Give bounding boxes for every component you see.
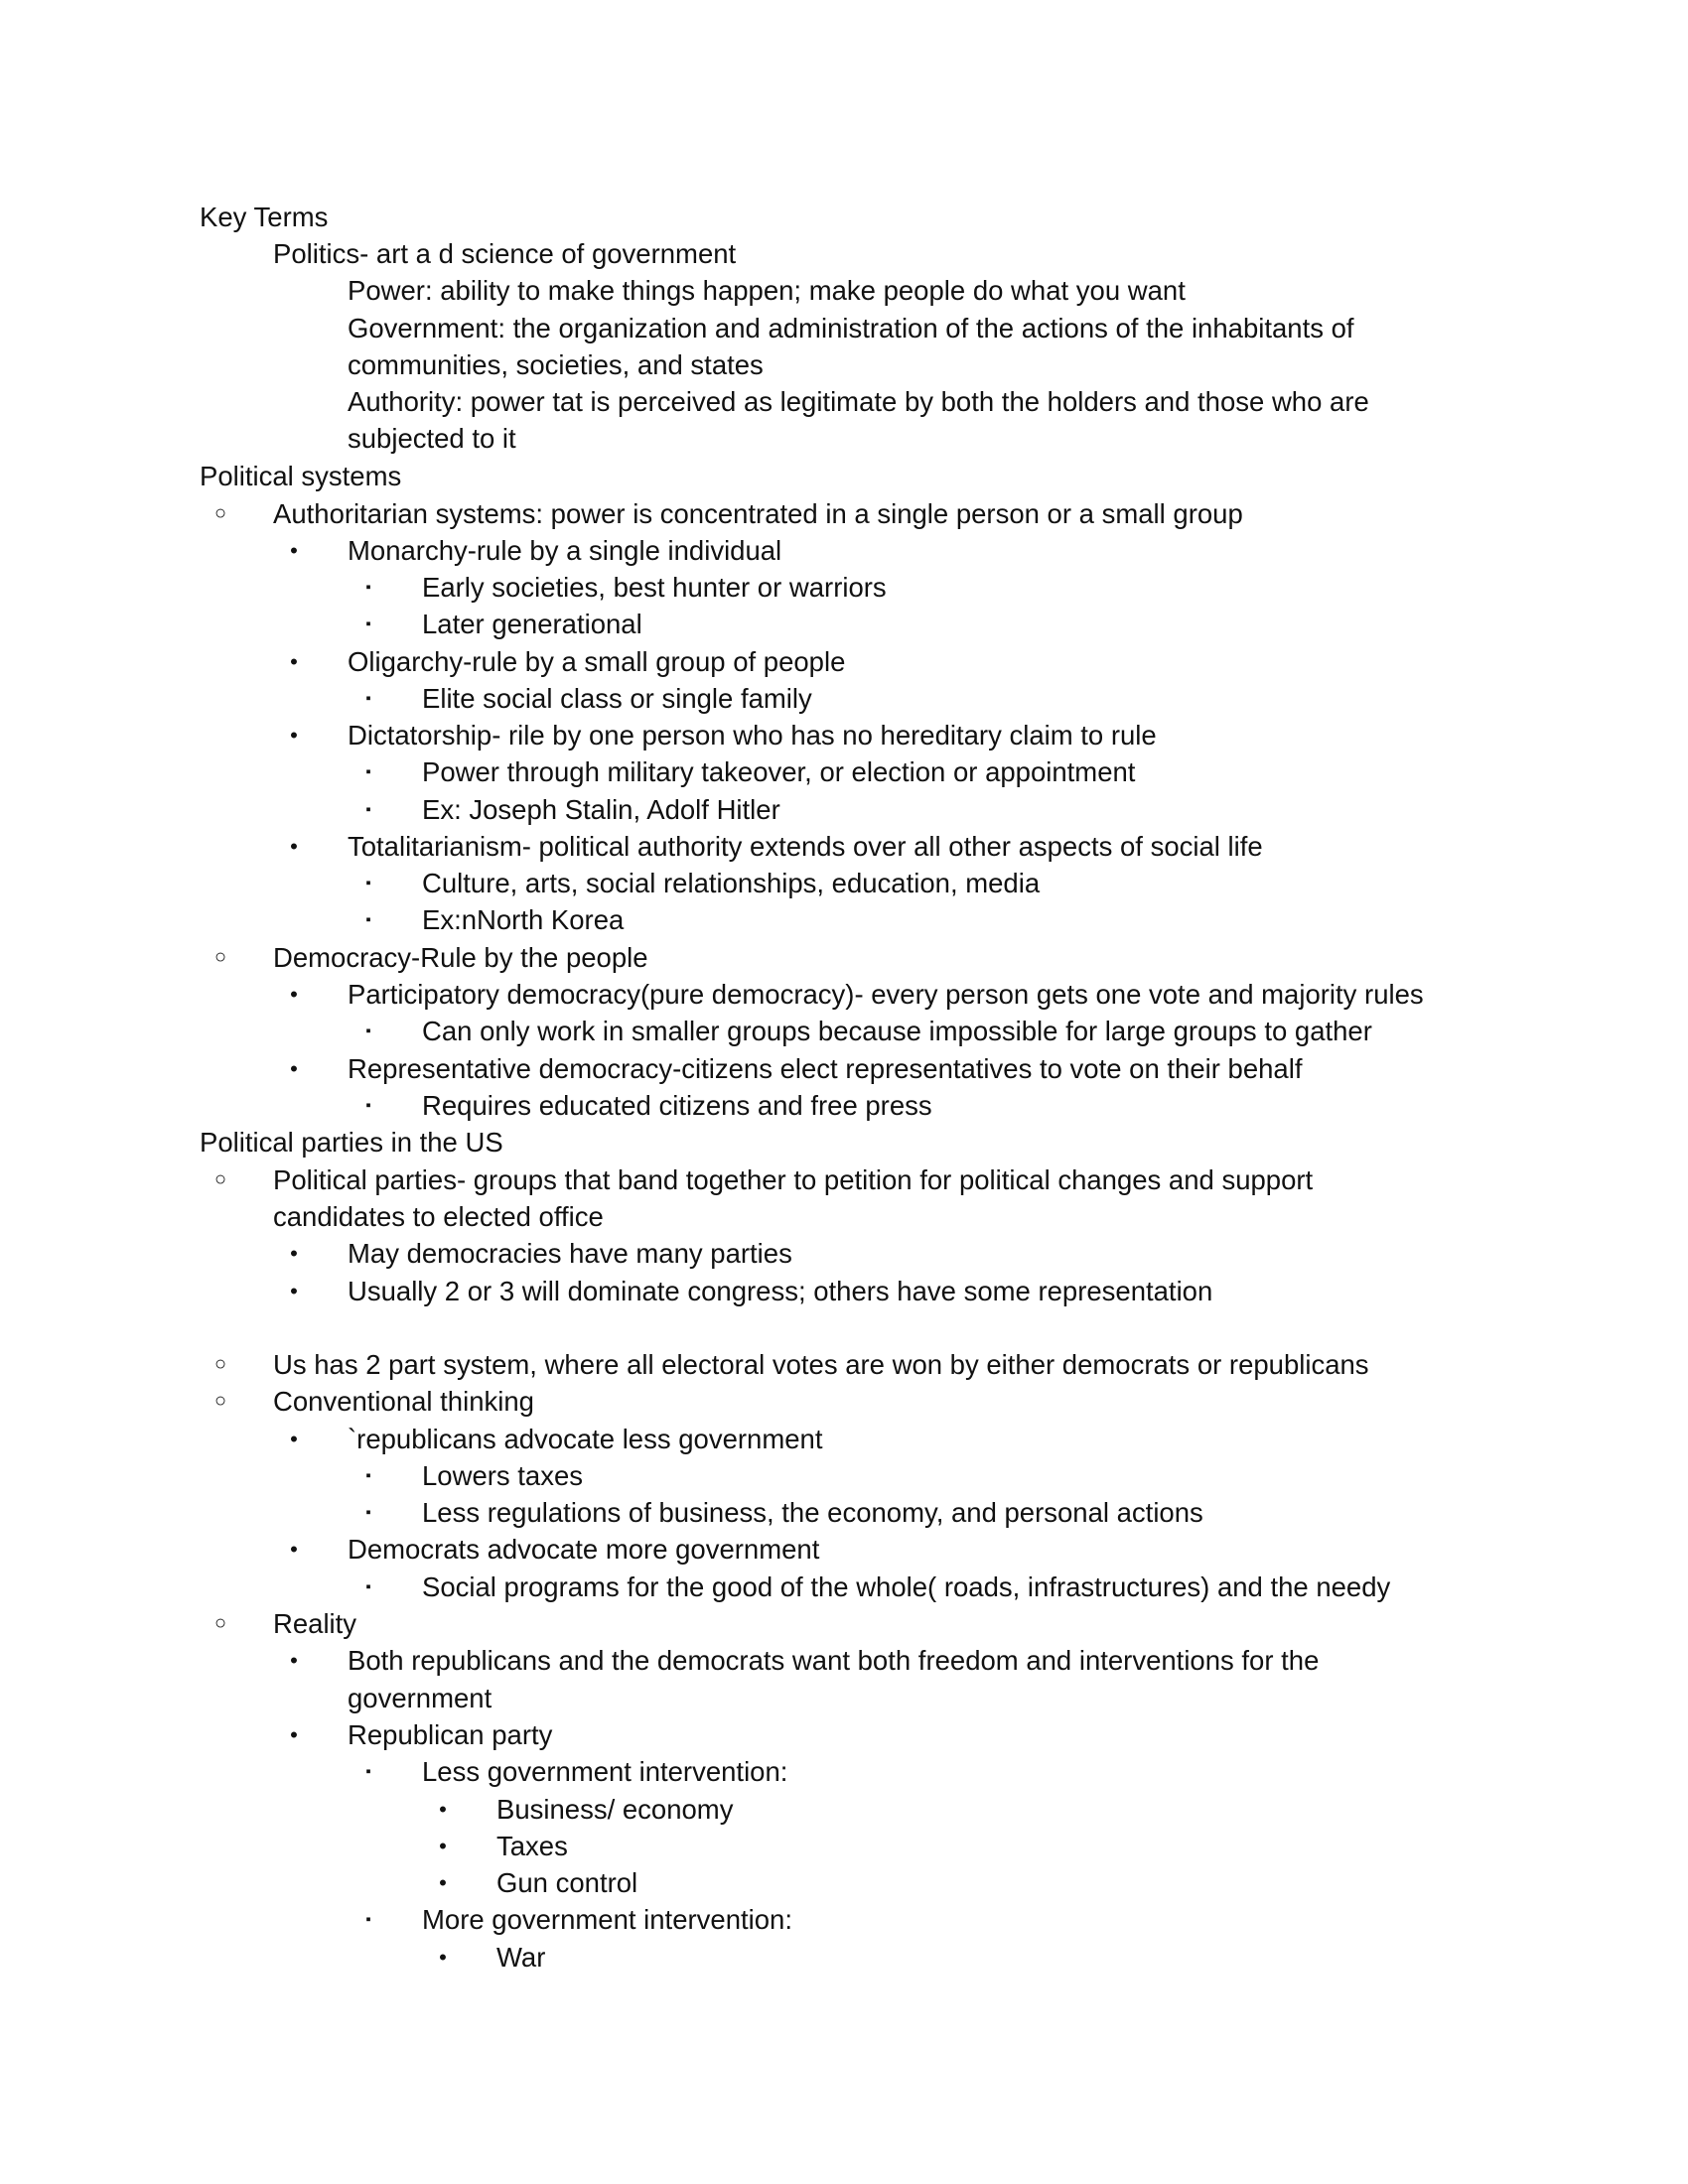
outline-line: subjected to it — [348, 423, 516, 454]
square-bullet-icon: ▪ — [365, 1504, 371, 1521]
filled-circle-bullet-icon: • — [439, 1945, 447, 1970]
square-bullet-icon: ▪ — [365, 875, 371, 891]
square-bullet-icon: ▪ — [365, 911, 371, 928]
outline-line: Culture, arts, social relationships, education, media — [422, 868, 1041, 898]
hollow-circle-bullet-icon: ○ — [213, 1168, 227, 1190]
filled-circle-bullet-icon: • — [439, 1870, 447, 1895]
square-bullet-icon: ▪ — [365, 1578, 371, 1595]
hollow-circle-bullet-icon: ○ — [213, 1612, 227, 1634]
outline-line: War — [496, 1942, 546, 1973]
filled-circle-bullet-icon: • — [439, 1834, 447, 1858]
outline-line: Political parties- groups that band together to petition for political changes and support — [273, 1164, 1314, 1195]
square-bullet-icon: ▪ — [365, 690, 371, 707]
filled-circle-bullet-icon: • — [290, 1056, 298, 1081]
filled-circle-bullet-icon: • — [290, 1241, 298, 1266]
outline-line: Reality — [273, 1608, 357, 1639]
outline-line: Us has 2 part system, where all electoral votes are won by either democrats or republicans — [273, 1349, 1369, 1380]
outline-line: government — [348, 1683, 492, 1713]
filled-circle-bullet-icon: • — [290, 982, 298, 1007]
filled-circle-bullet-icon: • — [290, 1648, 298, 1673]
hollow-circle-bullet-icon: ○ — [213, 1353, 227, 1375]
square-bullet-icon: ▪ — [365, 1023, 371, 1039]
outline-line: Authoritarian systems: power is concentrated in a single person or a small group — [273, 498, 1243, 529]
filled-circle-bullet-icon: • — [290, 649, 298, 674]
outline-line: Less regulations of business, the economy, and personal actions — [422, 1497, 1203, 1528]
outline-line: May democracies have many parties — [348, 1238, 792, 1269]
outline-line: Representative democracy-citizens elect representatives to vote on their behalf — [348, 1053, 1303, 1084]
outline-line: Ex:nNorth Korea — [422, 904, 625, 935]
outline-line: Oligarchy-rule by a small group of people — [348, 646, 846, 677]
outline-line: Dictatorship- rile by one person who has no hereditary claim to rule — [348, 720, 1157, 751]
outline-line: Politics- art a d science of government — [273, 238, 737, 269]
outline-line: Totalitarianism- political authority extends over all other aspects of social life — [348, 831, 1263, 862]
square-bullet-icon: ▪ — [365, 615, 371, 632]
hollow-circle-bullet-icon: ○ — [213, 502, 227, 524]
square-bullet-icon: ▪ — [365, 1911, 371, 1928]
square-bullet-icon: ▪ — [365, 579, 371, 596]
filled-circle-bullet-icon: • — [290, 1537, 298, 1562]
outline-line: Can only work in smaller groups because impossible for large groups to gather — [422, 1016, 1372, 1046]
outline-line: Republican party — [348, 1719, 553, 1750]
outline-line: Power: ability to make things happen; make people do what you want — [348, 275, 1186, 306]
outline-line: Conventional thinking — [273, 1386, 534, 1417]
filled-circle-bullet-icon: • — [290, 723, 298, 748]
outline-line: `republicans advocate less government — [348, 1424, 823, 1454]
outline-line: More government intervention: — [422, 1904, 792, 1935]
square-bullet-icon: ▪ — [365, 801, 371, 818]
filled-circle-bullet-icon: • — [290, 1279, 298, 1303]
outline-line: Gun control — [496, 1867, 638, 1898]
outline-line: Participatory democracy(pure democracy)- every person gets one vote and majority rules — [348, 979, 1424, 1010]
outline-line: Political parties in the US — [200, 1127, 503, 1158]
hollow-circle-bullet-icon: ○ — [213, 946, 227, 968]
filled-circle-bullet-icon: • — [290, 834, 298, 859]
outline-line: Political systems — [200, 461, 402, 491]
outline-line: Both republicans and the democrats want both freedom and interventions for the — [348, 1645, 1320, 1676]
square-bullet-icon: ▪ — [365, 763, 371, 780]
outline-line: communities, societies, and states — [348, 349, 764, 380]
outline-line: Government: the organization and administration of the actions of the inhabitants of — [348, 313, 1354, 343]
outline-line: Elite social class or single family — [422, 683, 812, 714]
outline-line: Ex: Joseph Stalin, Adolf Hitler — [422, 794, 780, 825]
filled-circle-bullet-icon: • — [290, 1722, 298, 1747]
outline-line: Authority: power tat is perceived as legitimate by both the holders and those who are — [348, 386, 1369, 417]
filled-circle-bullet-icon: • — [439, 1797, 447, 1822]
outline-line: Usually 2 or 3 will dominate congress; others have some representation — [348, 1276, 1213, 1306]
outline-line: candidates to elected office — [273, 1201, 604, 1232]
hollow-circle-bullet-icon: ○ — [213, 1390, 227, 1412]
filled-circle-bullet-icon: • — [290, 538, 298, 563]
outline-line: Later generational — [422, 609, 642, 639]
outline-line: Business/ economy — [496, 1794, 734, 1825]
outline-line: Requires educated citizens and free press — [422, 1090, 932, 1121]
square-bullet-icon: ▪ — [365, 1763, 371, 1780]
outline-line: Monarchy-rule by a single individual — [348, 535, 782, 566]
square-bullet-icon: ▪ — [365, 1097, 371, 1114]
filled-circle-bullet-icon: • — [290, 1427, 298, 1451]
outline-line: Lowers taxes — [422, 1460, 584, 1491]
outline-line: Taxes — [496, 1831, 568, 1861]
outline-line: Early societies, best hunter or warriors — [422, 572, 887, 603]
outline-line: Democracy-Rule by the people — [273, 942, 648, 973]
outline-line: Democrats advocate more government — [348, 1534, 820, 1565]
outline-line: Power through military takeover, or election or appointment — [422, 756, 1136, 787]
outline-line: Social programs for the good of the whole( roads, infrastructures) and the needy — [422, 1571, 1391, 1602]
outline-line: Key Terms — [200, 202, 329, 232]
square-bullet-icon: ▪ — [365, 1467, 371, 1484]
outline-line: Less government intervention: — [422, 1756, 788, 1787]
